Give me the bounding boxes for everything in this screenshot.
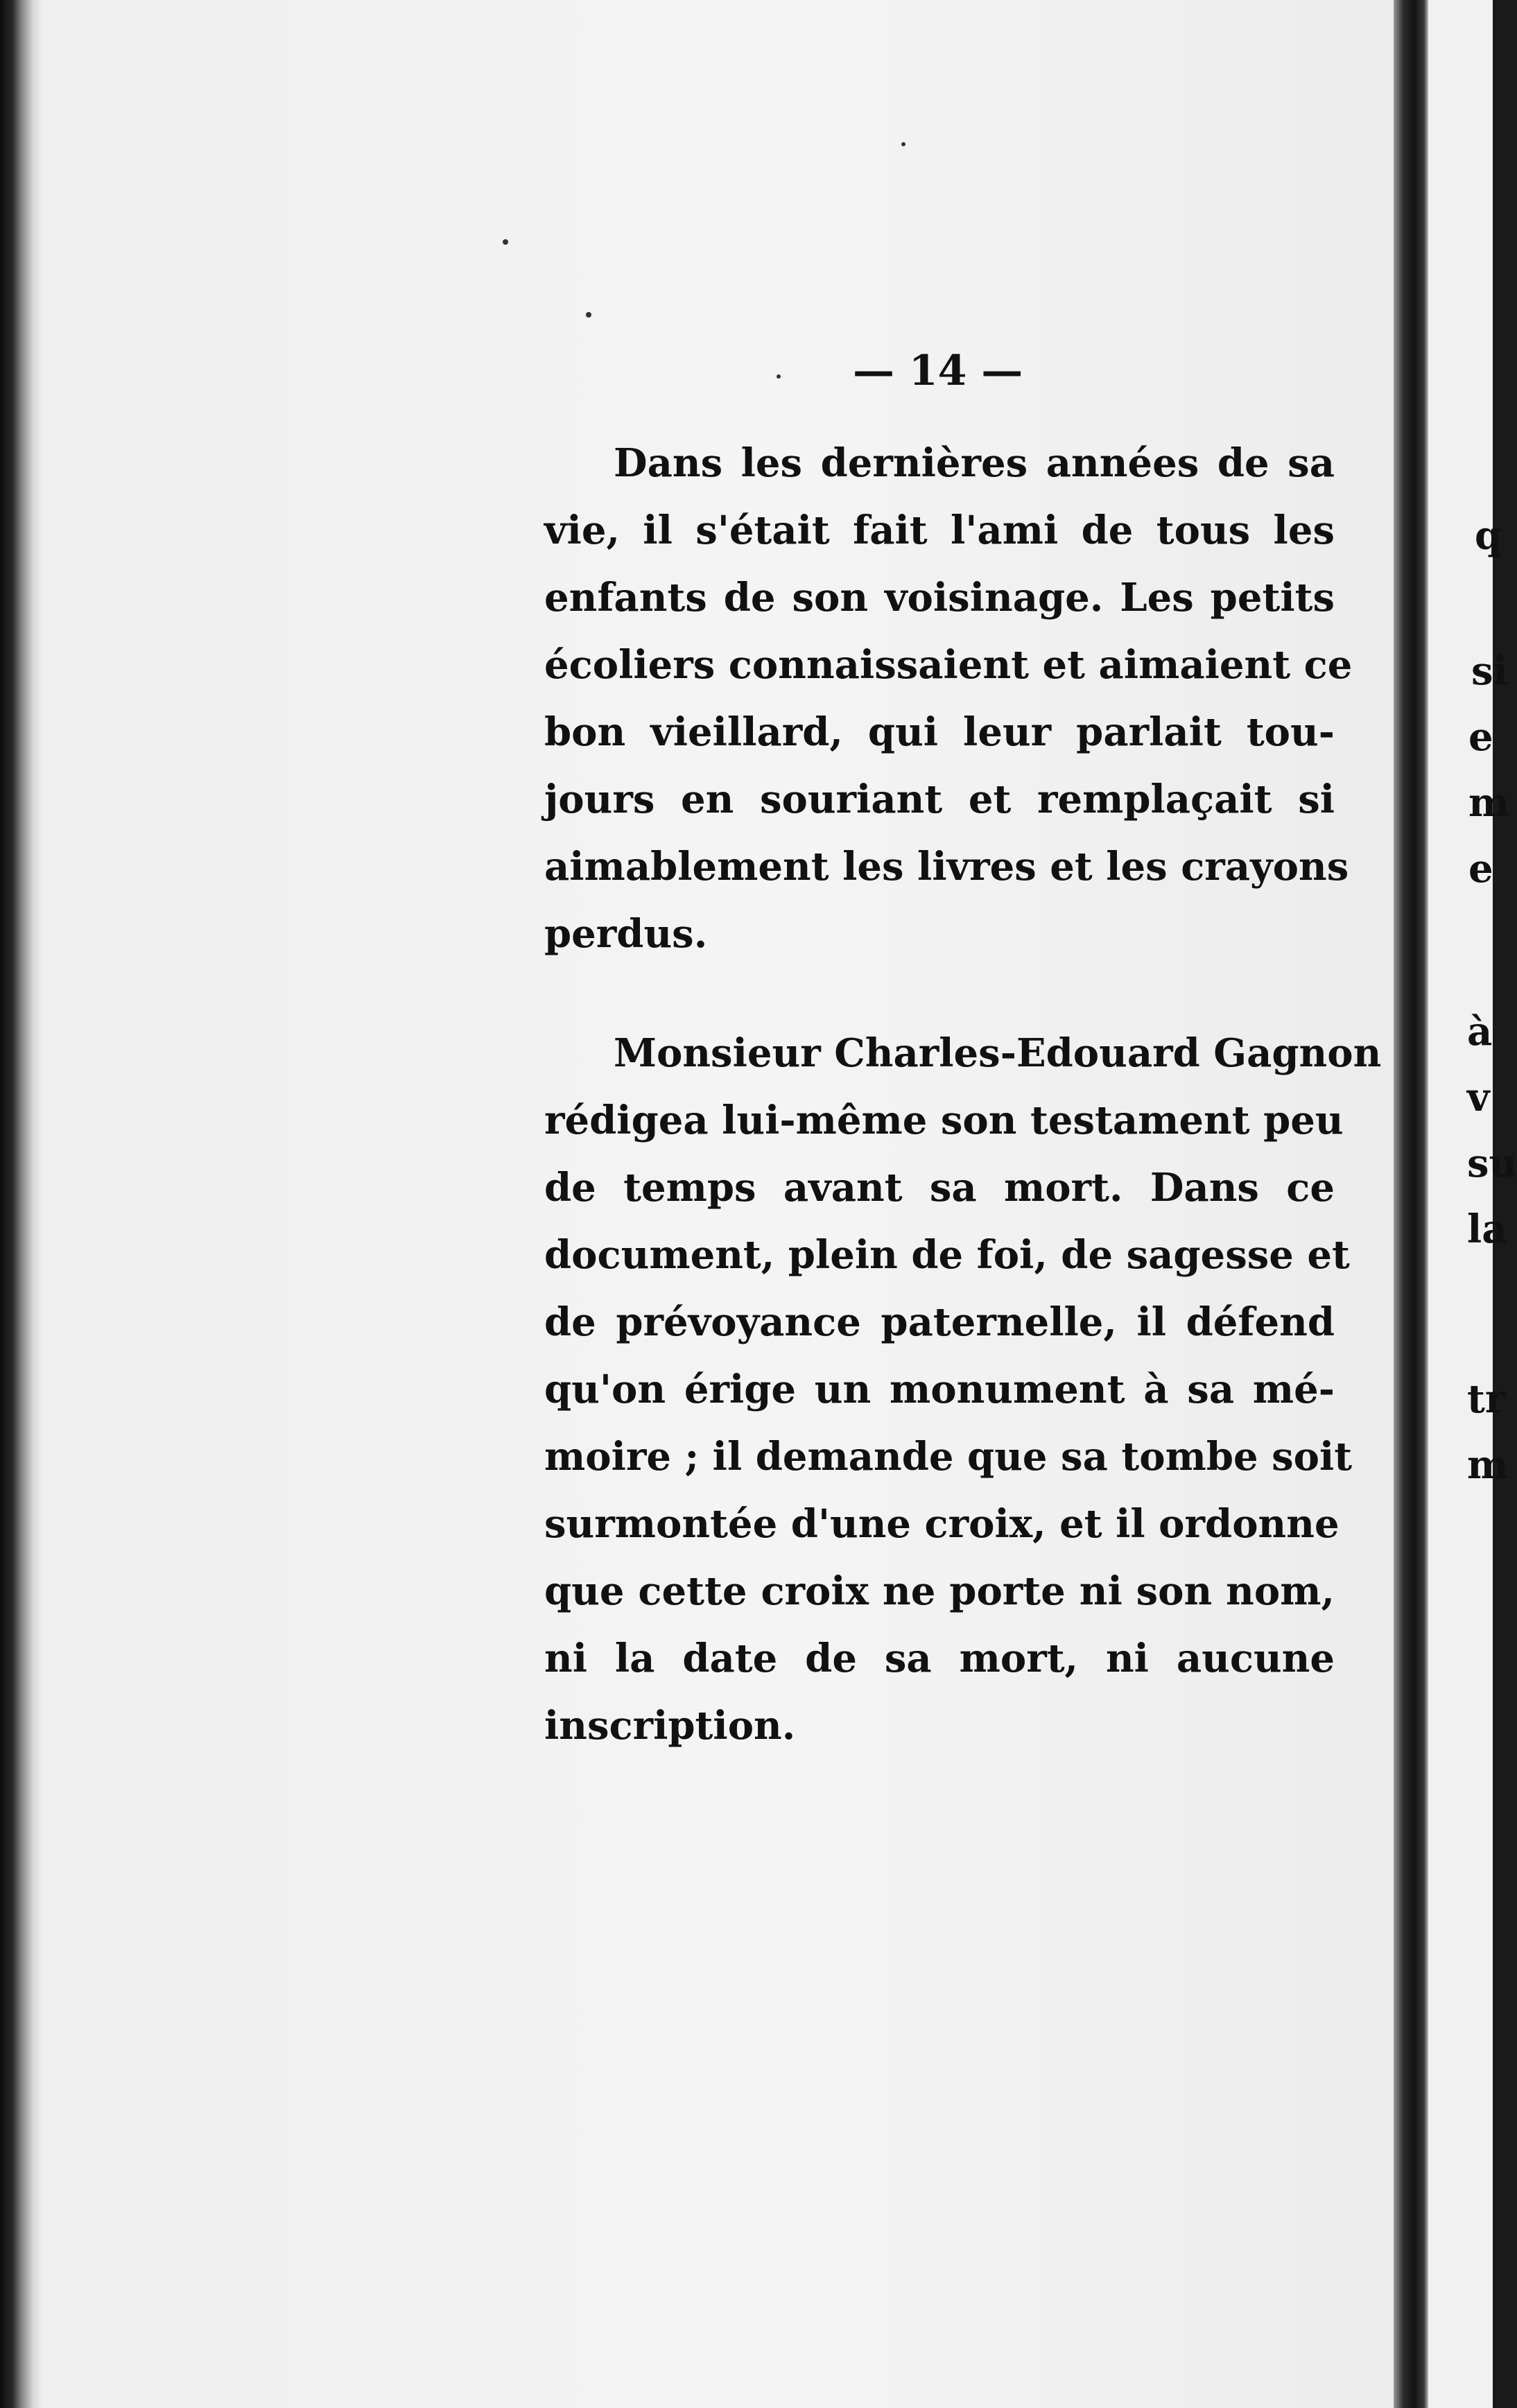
page-number: — 14 — bbox=[853, 347, 1023, 395]
ink-speck bbox=[503, 239, 508, 245]
text-line: Dans les dernières années de sa bbox=[614, 440, 1335, 486]
text-line: inscription. bbox=[544, 1703, 796, 1749]
facing-page-fragment: tr bbox=[1467, 1376, 1506, 1422]
text-line: écoliers connaissaient et aimaient ce bbox=[544, 642, 1353, 688]
ink-speck bbox=[901, 142, 905, 146]
page-body bbox=[544, 430, 1382, 1760]
paragraph-2 bbox=[544, 1020, 1382, 1760]
facing-page-fragment: v bbox=[1467, 1075, 1490, 1120]
text-line: moire ; il demande que sa tombe soit bbox=[544, 1434, 1353, 1480]
facing-page-fragment: e bbox=[1468, 846, 1493, 892]
ink-speck bbox=[586, 312, 591, 318]
facing-page-fragment: m bbox=[1467, 1442, 1509, 1488]
facing-page-fragment: q bbox=[1475, 513, 1502, 559]
text-line: ni la date de sa mort, ni aucune bbox=[544, 1636, 1335, 1681]
text-line: que cette croix ne porte ni son nom, bbox=[544, 1568, 1335, 1614]
text-line: perdus. bbox=[544, 911, 708, 957]
facing-page-fragment: su bbox=[1467, 1141, 1517, 1186]
text-line: de prévoyance paternelle, il défend bbox=[544, 1299, 1335, 1345]
text-line: aimablement les livres et les crayons bbox=[544, 844, 1349, 890]
paragraph-1 bbox=[544, 430, 1353, 968]
facing-page-fragment: à bbox=[1467, 1009, 1493, 1055]
text-line: Monsieur Charles-Edouard Gagnon bbox=[614, 1030, 1382, 1076]
facing-page-fragment: la bbox=[1467, 1206, 1507, 1252]
book-gutter bbox=[1394, 0, 1428, 2408]
facing-page-fragment: e bbox=[1468, 714, 1493, 760]
text-line: vie, il s'était fait l'ami de tous les bbox=[544, 508, 1335, 553]
text-line: enfants de son voisinage. Les petits bbox=[544, 575, 1335, 621]
text-line: jours en souriant et remplaçait si bbox=[544, 777, 1335, 822]
facing-page-fragment: m bbox=[1468, 780, 1510, 826]
text-line: qu'on érige un monument à sa mé- bbox=[544, 1367, 1335, 1412]
book-left-edge bbox=[0, 0, 42, 2408]
facing-page-edge bbox=[1428, 0, 1517, 2408]
ink-speck bbox=[777, 374, 781, 379]
text-line: de temps avant sa mort. Dans ce bbox=[544, 1165, 1335, 1211]
text-line: rédigea lui-même son testament peu bbox=[544, 1098, 1344, 1143]
text-line: document, plein de foi, de sagesse et bbox=[544, 1232, 1350, 1278]
text-line: surmontée d'une croix, et il ordonne bbox=[544, 1501, 1340, 1547]
facing-page-fragment: si bbox=[1471, 648, 1508, 694]
text-line: bon vieillard, qui leur parlait tou- bbox=[544, 709, 1335, 755]
